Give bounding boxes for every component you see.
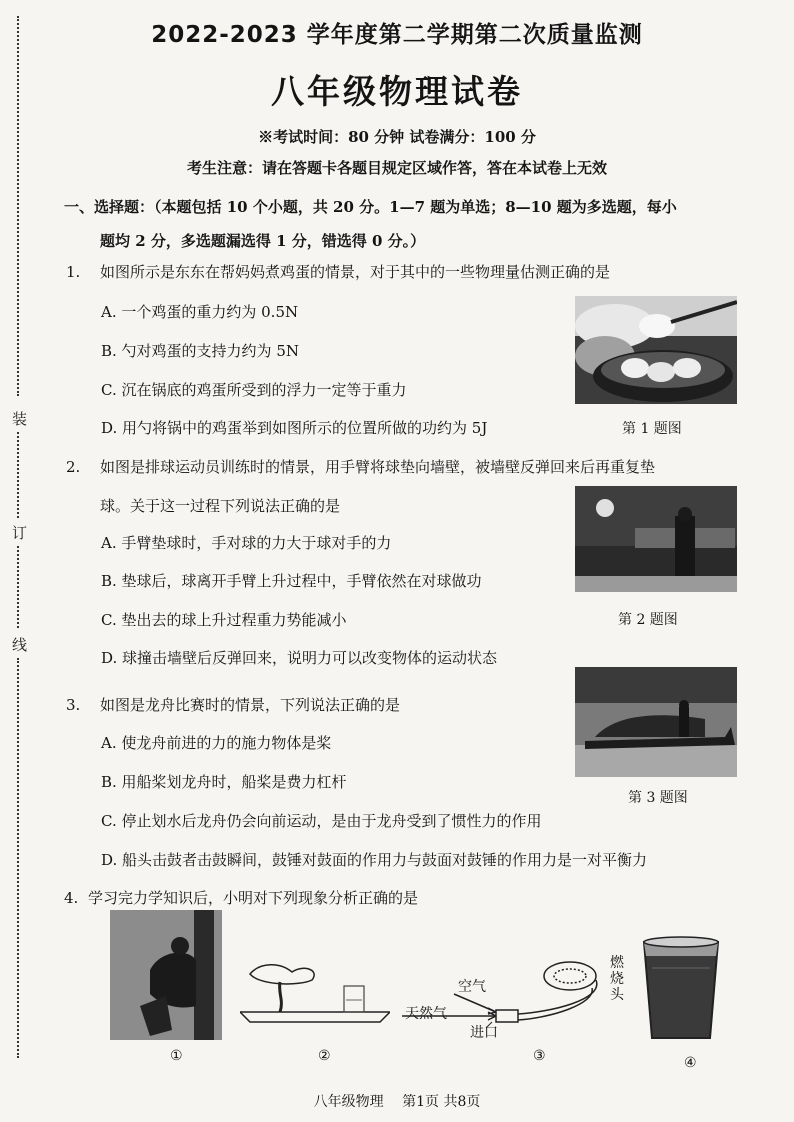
page-footer: 八年级物理 第1页 共8页: [313, 1094, 481, 1110]
question-stem-cont: 球。关于这一过程下列说法正确的是: [100, 497, 341, 515]
binding-dotted-line: [17, 658, 23, 1058]
figure-volleyball: [575, 486, 737, 592]
figure-label: ②: [318, 1048, 331, 1064]
figure-gas-burner: [400, 950, 630, 1040]
paper-title: 八年级物理试卷: [271, 72, 523, 111]
section-heading-cont: 题均 2 分，多选题漏选得 1 分，错选得 0 分。）: [100, 232, 426, 250]
binding-dotted-line: [17, 546, 23, 628]
question-stem: 如图是排球运动员训练时的情景，用手臂将球垫向墙壁，被墙壁反弹回来后再重复垫: [100, 458, 656, 476]
exam-info: ※考试时间：80 分钟 试卷满分：100 分: [258, 128, 536, 146]
question-number: 1.: [66, 263, 81, 281]
burner-label-gas: 天然气: [405, 1006, 447, 1022]
question-number: 3.: [66, 696, 81, 714]
figure-dragon-boat: [575, 667, 737, 777]
figure-egg-boiling: [575, 296, 737, 404]
option-c: C. 沉在锅底的鸡蛋所受到的浮力一定等于重力: [101, 381, 407, 399]
option-b: B. 勺对鸡蛋的支持力约为 5N: [101, 342, 299, 360]
burner-label-inlet: 进口: [470, 1025, 498, 1041]
question-number: 4.: [64, 889, 79, 907]
option-c: C. 停止划水后龙舟仍会向前运动，是由于龙舟受到了惯性力的作用: [101, 812, 542, 830]
option-b: B. 垫球后，球离开手臂上升过程中，手臂依然在对球做功: [101, 572, 482, 590]
question-stem: 学习完力学知识后，小明对下列现象分析正确的是: [88, 889, 419, 907]
figure-caption: 第 1 题图: [622, 421, 682, 437]
exam-title: 2022-2023 学年度第二学期第二次质量监测: [151, 22, 643, 48]
exam-notice: 考生注意：请在答题卡各题目规定区域作答，答在本试卷上无效: [186, 159, 607, 177]
option-c: C. 垫出去的球上升过程重力势能减小: [101, 611, 347, 629]
figure-bonsai-glass: [240, 960, 390, 1032]
binding-dotted-line: [17, 432, 23, 518]
binding-char-xian: 线: [12, 636, 28, 654]
question-stem: 如图是龙舟比赛时的情景，下列说法正确的是: [100, 696, 401, 714]
figure-label: ①: [170, 1048, 183, 1064]
figure-cup: [636, 932, 726, 1042]
option-d: D. 球撞击墙壁后反弹回来，说明力可以改变物体的运动状态: [101, 649, 498, 667]
option-d: D. 用勺将锅中的鸡蛋举到如图所示的位置所做的功约为 5J: [101, 419, 488, 437]
figure-caption: 第 2 题图: [618, 612, 678, 628]
binding-char-zhuang: 装: [12, 410, 28, 428]
burner-label-air: 空气: [458, 979, 486, 995]
option-b: B. 用船桨划龙舟时，船桨是费力杠杆: [101, 773, 347, 791]
figure-pole-climber: [110, 910, 222, 1040]
figure-label: ③: [533, 1048, 546, 1064]
option-a: A. 一个鸡蛋的重力约为 0.5N: [101, 303, 299, 321]
option-a: A. 手臂垫球时，手对球的力大于球对手的力: [101, 534, 392, 552]
question-stem: 如图所示是东东在帮妈妈煮鸡蛋的情景，对于其中的一些物理量估测正确的是: [100, 263, 611, 281]
option-a: A. 使龙舟前进的力的施力物体是桨: [101, 734, 332, 752]
binding-char-ding: 订: [12, 524, 28, 542]
figure-caption: 第 3 题图: [628, 790, 688, 806]
figure-label: ④: [684, 1055, 697, 1071]
question-number: 2.: [66, 458, 81, 476]
burner-label-head: 燃烧头: [610, 955, 624, 1003]
option-d: D. 船头击鼓者击鼓瞬间，鼓锤对鼓面的作用力与鼓面对鼓锤的作用力是一对平衡力: [101, 851, 648, 869]
section-heading: 一、选择题：（本题包括 10 个小题，共 20 分。1—7 题为单选；8—10 题为多选题，每小: [64, 198, 677, 216]
